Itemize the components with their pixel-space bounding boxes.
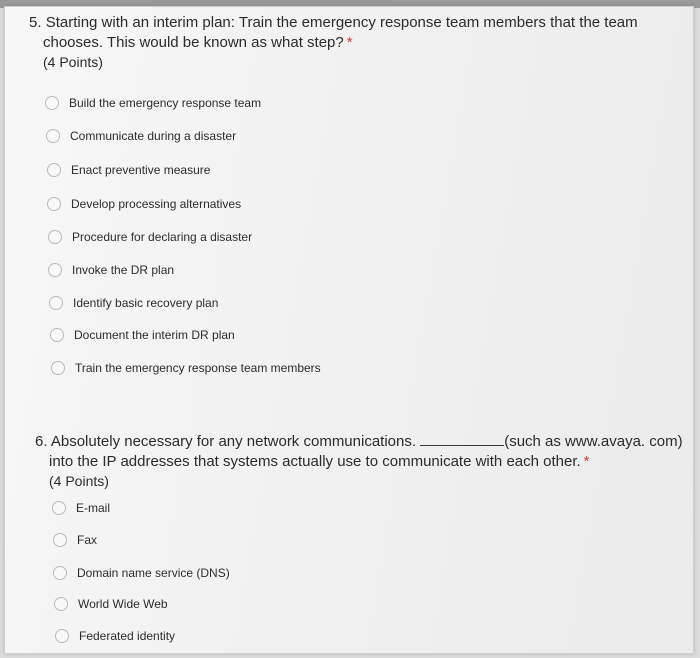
radio-button[interactable] [51, 361, 65, 375]
q5-option-7[interactable] [49, 294, 218, 312]
question-5-points: (4 Points) [43, 54, 103, 70]
question-5-line2: chooses. This would be known as what step? [43, 34, 344, 51]
q5-option-6[interactable] [48, 261, 174, 279]
q5-option-9[interactable] [51, 359, 321, 377]
q5-option-2[interactable] [46, 127, 236, 145]
question-6-text [35, 431, 685, 472]
fill-in-blank [420, 431, 504, 446]
option-label: Communicate during a disaster [70, 129, 237, 143]
radio-button[interactable] [47, 197, 61, 211]
radio-button[interactable] [55, 629, 69, 643]
option-label: Develop processing alternatives [71, 197, 242, 211]
option-label: Build the emergency response team [69, 96, 262, 110]
question-5-line1: Starting with an interim plan: Train the emergency response team members that the team [45, 14, 638, 31]
radio-button[interactable] [53, 566, 67, 580]
question-6-number: 6. [35, 433, 48, 450]
radio-button[interactable] [47, 163, 61, 177]
required-asterisk: * [583, 453, 590, 470]
q5-option-4[interactable] [47, 195, 241, 213]
radio-button[interactable] [53, 533, 67, 547]
q6-option-3[interactable] [53, 564, 230, 582]
radio-button[interactable] [52, 501, 66, 515]
option-label: Fax [77, 533, 98, 547]
option-label: Federated identity [79, 629, 176, 643]
radio-button[interactable] [45, 96, 59, 110]
option-label: Train the emergency response team members [75, 361, 321, 375]
question-6-line1a: Absolutely necessary for any network communications. [50, 433, 417, 450]
radio-button[interactable] [50, 328, 64, 342]
option-label: Procedure for declaring a disaster [72, 230, 253, 244]
question-5-number: 5. [29, 14, 42, 31]
radio-button[interactable] [48, 263, 62, 277]
option-label: Invoke the DR plan [72, 263, 175, 277]
option-label: Identify basic recovery plan [73, 296, 219, 310]
option-label: E-mail [76, 501, 111, 515]
question-6-line1b: (such as www.avaya. com) [504, 433, 683, 450]
radio-button[interactable] [49, 296, 63, 310]
question-6-points: (4 Points) [49, 473, 109, 489]
q5-option-5[interactable] [48, 228, 252, 246]
required-asterisk: * [346, 34, 353, 51]
q5-option-3[interactable] [47, 161, 210, 179]
question-6 [35, 431, 685, 490]
question-5 [29, 13, 669, 71]
q5-option-1[interactable] [45, 94, 261, 112]
q6-option-1[interactable] [52, 499, 110, 517]
q5-option-8[interactable] [50, 326, 235, 344]
q6-option-2[interactable] [53, 531, 97, 549]
radio-button[interactable] [46, 129, 60, 143]
q6-option-4[interactable] [54, 595, 168, 613]
question-6-line2: into the IP addresses that systems actually use to communicate with each other. [49, 453, 581, 470]
radio-button[interactable] [48, 230, 62, 244]
option-label: Domain name service (DNS) [77, 566, 230, 580]
option-label: Enact preventive measure [71, 163, 211, 177]
question-5-text [29, 13, 669, 53]
form-page [4, 6, 694, 654]
option-label: Document the interim DR plan [74, 328, 235, 342]
radio-button[interactable] [54, 597, 68, 611]
q6-option-5[interactable] [55, 627, 175, 645]
option-label: World Wide Web [78, 597, 168, 611]
